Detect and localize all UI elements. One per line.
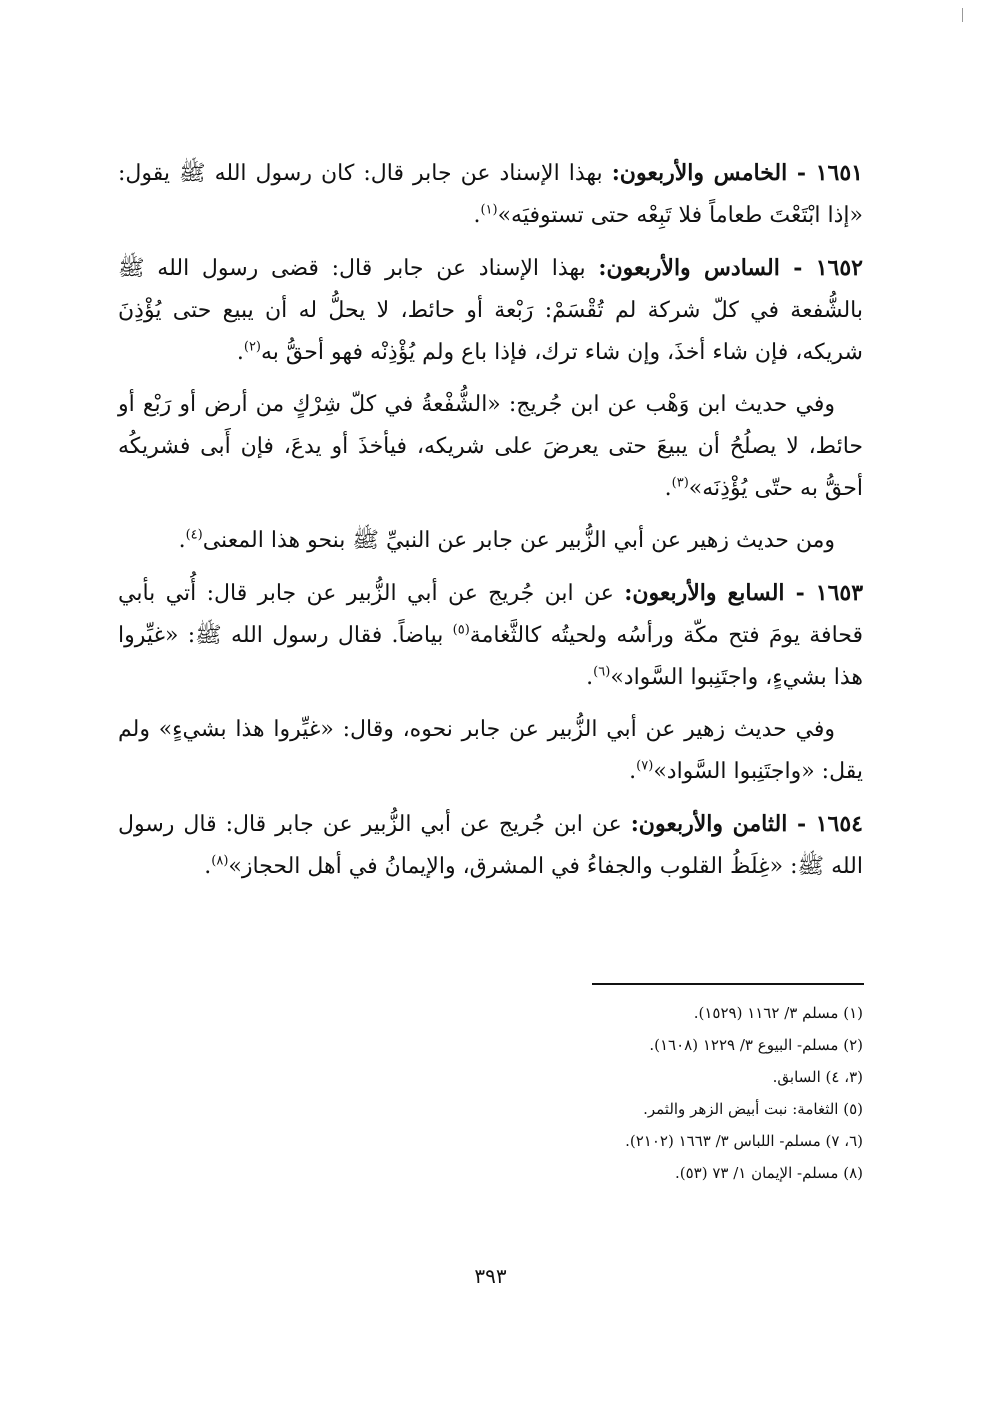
hadith-tail: . [586, 665, 594, 690]
hadith-heading: ١٦٥٢ - السادس والأربعون: [598, 255, 863, 281]
footnote-ref: (٥) [452, 622, 470, 638]
footnote-ref: (٨) [211, 853, 229, 869]
hadith-text: عن ابن جُريج عن أبي الزُّبير عن جابر قال: أُتي بأبي قحافة يومَ فتح مكّة ورأسُه ولحيتُه كالثَّغامة [118, 581, 863, 648]
footnote-ref: (٢) [243, 339, 261, 355]
hadith-1653 [118, 572, 863, 699]
hadith-tail: . [204, 854, 212, 879]
footnote-ref: (١) [480, 202, 498, 218]
hadith-tail: . [178, 528, 186, 553]
scan-mark [962, 8, 963, 22]
footnote-ref: (٧) [636, 758, 654, 774]
footnote-ref: (٤) [185, 527, 203, 543]
main-text [118, 152, 863, 898]
hadith-tail: . [473, 203, 481, 228]
hadith-heading: ١٦٥٣ - السابع والأربعون: [624, 580, 864, 606]
footnote-item: (٨) مسلم- الإيمان ١/ ٧٣ (٥٣). [674, 1164, 863, 1182]
footnote-item: (٥) الثغامة: نبت أبيض الزهر والثمر. [643, 1100, 863, 1118]
footnotes-list [118, 997, 863, 1189]
page-number: ٣٩٣ [474, 1264, 507, 1288]
hadith-1652 [118, 247, 863, 374]
hadith-text: بهذا الإسناد عن جابر قال: قضى رسول الله ﷺ بالشُّفعة في كلّ شركة لم تُقْسَمْ: رَبْعة أو حائط، لا يحلُّ له أن يبيع حتى يُؤْذِنَ شريكه، فإن شاء أخذَ، وإن شاء ترك، فإذا باع ولم يُؤْذِنْه فهو أحقُّ به [118, 256, 863, 365]
hadith-tail: . [664, 476, 672, 501]
hadith-1652-variant-1 [118, 384, 863, 510]
hadith-text: بهذا الإسناد عن جابر قال: كان رسول الله ﷺ يقول: «إذا ابْتَعْتَ طعاماً فلا تَبِعْه حتى تستوفيَه» [118, 161, 863, 228]
hadith-heading: ١٦٥٤ - الثامن والأربعون: [630, 811, 863, 837]
hadith-1653-variant [118, 709, 863, 793]
hadith-1652-variant-2 [118, 520, 863, 562]
hadith-tail: . [236, 340, 244, 365]
hadith-1651 [118, 152, 863, 237]
hadith-text: وفي حديث ابن وَهْب عن ابن جُريج: «الشُّفْعةُ في كلّ شِرْكٍ من أرض أو رَبْع أو حائط، لا يصلُحُ أن يبيعَ حتى يعرضَ على شريكه، فيأخذَ أو يدعَ، فإن أَبى فشريكُه أحقُّ به حتّى يُؤْذِنَه» [118, 392, 863, 501]
hadith-text-continued: بياضاً. فقال رسول الله ﷺ: «غيِّروا هذا بشيءٍ، واجتَنِبوا السَّواد» [118, 623, 863, 690]
footnote-ref: (٣) [671, 475, 689, 491]
footnote-item: (٣، ٤) السابق. [772, 1068, 863, 1086]
footnote-ref: (٦) [593, 664, 611, 680]
hadith-text: وفي حديث زهير عن أبي الزُّبير عن جابر نحوه، وقال: «غيِّروا هذا بشيءٍ» ولم يقل: «واجتَنِبوا السَّواد» [118, 717, 863, 784]
footnote-divider [592, 983, 864, 985]
footnote-item: (٢) مسلم- البيوع ٣/ ١٢٢٩ (١٦٠٨). [649, 1036, 863, 1054]
hadith-text: ومن حديث زهير عن أبي الزُّبير عن جابر عن النبيِّ ﷺ بنحو هذا المعنى [202, 528, 835, 553]
hadith-tail: . [629, 759, 637, 784]
hadith-text: عن ابن جُريج عن أبي الزُّبير عن جابر قال: قال رسول الله ﷺ: «غِلَظُ القلوب والجفاءُ في المشرق، والإيمانُ في أهل الحجاز» [118, 812, 863, 879]
hadith-heading: ١٦٥١ - الخامس والأربعون: [611, 160, 863, 186]
hadith-1654 [118, 803, 863, 888]
footnote-item: (١) مسلم ٣/ ١١٦٢ (١٥٢٩). [693, 1004, 863, 1022]
footnote-item: (٦، ٧) مسلم- اللباس ٣/ ١٦٦٣ (٢١٠٢). [625, 1132, 863, 1150]
